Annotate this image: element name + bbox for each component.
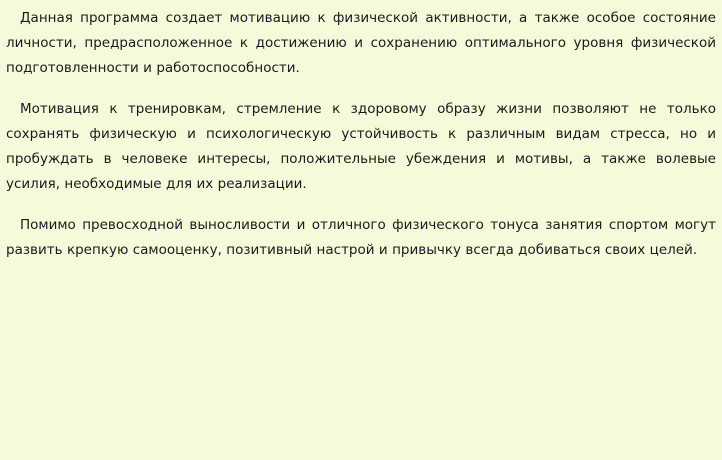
paragraph: Данная программа создает мотивацию к физической активности, а также особое состояние личности, предрасположенное к достижению и сохранению оптимального уровня физической подготовленности и работоспособности. [6,10,716,76]
document-body [6,6,716,263]
paragraph: Помимо превосходной выносливости и отличного физического тонуса занятия спортом могут развить крепкую самооценку, позитивный настрой и привычку всегда добиваться своих целей. [6,217,716,258]
paragraph: Мотивация к тренировкам, стремление к здоровому образу жизни позволяют не только сохранять физическую и психологическую устойчивость к различным видам стресса, но и пробуждать в человеке интересы, положительные убеждения и мотивы, а также волевые усилия, необходимые для их реализации. [6,101,716,192]
